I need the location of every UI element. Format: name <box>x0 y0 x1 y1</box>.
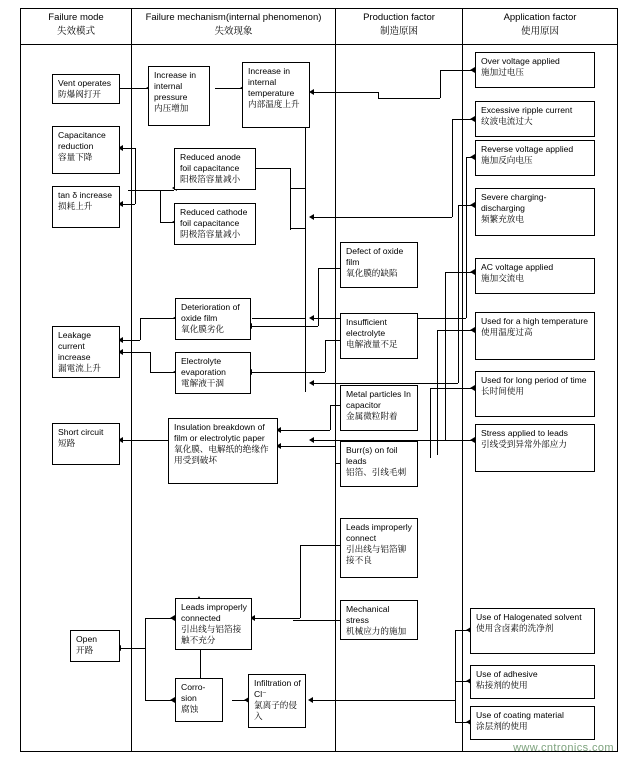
header-rule <box>20 44 618 45</box>
node-label-en: Burr(s) on foil leads <box>346 445 398 466</box>
arrow <box>309 315 314 321</box>
connector <box>145 618 146 648</box>
column-header-failure-mode <box>22 11 130 39</box>
node-deterioration-of-oxide-film[interactable] <box>175 298 251 340</box>
connector <box>290 188 305 189</box>
node-label-en: Reduced anode foil capacitance <box>180 152 241 173</box>
node-label-cn: 氧化膜的缺陷 <box>346 268 398 278</box>
node-label-cn: 开路 <box>76 645 94 655</box>
connector <box>140 318 141 340</box>
node-leads-improperly-connect[interactable] <box>340 518 418 578</box>
connector <box>290 168 291 189</box>
connector <box>311 92 378 93</box>
connector <box>452 119 453 217</box>
node-label-en: Vent operates <box>58 78 112 88</box>
node-label-en: Increase in internal temperature <box>248 66 295 98</box>
connector <box>252 372 305 373</box>
node-label-en: AC voltage applied <box>481 262 554 272</box>
node-label-cn: 引线受到异常外部应力 <box>481 439 567 449</box>
node-label-cn: 损耗上升 <box>58 201 93 211</box>
node-use-of-coating-material[interactable] <box>470 706 595 740</box>
node-vent-operates[interactable] <box>52 74 120 104</box>
node-label-cn: 引出线与铝箔接触不充分 <box>181 624 242 645</box>
node-label-cn: 引出线与铝箔铆接不良 <box>346 544 407 565</box>
node-label-cn: 纹波电流过大 <box>481 116 533 126</box>
node-label-cn: 长时间使用 <box>481 386 524 396</box>
connector <box>430 388 475 389</box>
connector <box>318 268 340 269</box>
node-open[interactable] <box>70 630 120 662</box>
node-label-en: Short circuit <box>58 427 104 437</box>
node-excessive-ripple-current[interactable] <box>475 101 595 137</box>
node-label-en: Used for a high temperature <box>481 316 589 326</box>
node-increase-internal-pressure[interactable] <box>148 66 210 126</box>
node-label-cn: 频繁充放电 <box>481 214 524 224</box>
node-mechanical-stress[interactable] <box>340 600 418 640</box>
node-label-cn: 氧化膜、电解纸的绝缘作用受到破坏 <box>174 444 269 465</box>
column-separator-2 <box>335 8 336 752</box>
connector <box>140 318 175 319</box>
arrow <box>309 437 314 443</box>
node-label-cn: 腐蚀 <box>181 704 199 714</box>
connector <box>255 168 290 169</box>
column-header-application-factor <box>464 11 616 39</box>
node-used-for-high-temperature[interactable] <box>475 312 595 360</box>
node-leads-improperly-connected[interactable] <box>175 598 252 650</box>
connector <box>120 440 168 441</box>
connector <box>440 70 441 98</box>
column-header-en: Production factor <box>363 12 435 23</box>
connector <box>466 157 467 318</box>
connector <box>445 272 446 440</box>
node-label-en: Over voltage applied <box>481 56 560 66</box>
arrow <box>308 697 313 703</box>
connector <box>160 190 161 222</box>
connector <box>118 648 145 649</box>
connector <box>318 268 319 326</box>
node-label-en: Leakage current increase <box>58 330 91 362</box>
connector <box>335 446 336 463</box>
connector <box>278 446 335 447</box>
node-label-en: Use of adhesive <box>476 669 538 679</box>
node-use-of-adhesive[interactable] <box>470 665 595 699</box>
node-label-cn: 容量下降 <box>58 152 93 162</box>
node-burr-on-foil-leads[interactable] <box>340 441 418 487</box>
node-reverse-voltage-applied[interactable] <box>475 140 595 176</box>
connector <box>311 217 452 218</box>
node-label-en: Metal particles In capacitor <box>346 389 411 410</box>
node-label-cn: 内压增加 <box>154 103 189 113</box>
node-label-en: Insufficient electrolyte <box>346 317 387 338</box>
connector <box>145 700 172 701</box>
connector <box>455 630 456 722</box>
node-label-en: Used for long period of time <box>481 375 587 385</box>
connector <box>252 618 300 619</box>
node-label-cn: 漏電流上升 <box>58 363 101 373</box>
connector <box>458 205 459 383</box>
node-label-en: Corro-sion <box>181 682 206 703</box>
node-label-en: Leads improperly connect <box>346 522 412 543</box>
node-short-circuit[interactable] <box>52 423 120 465</box>
column-header-production-factor <box>337 11 461 39</box>
node-electrolyte-evaporation[interactable] <box>175 352 251 394</box>
node-label-en: Reduced cathode foil capacitance <box>180 207 248 228</box>
node-label-cn: 氯离子的侵入 <box>254 700 297 721</box>
node-label-cn: 铝箔、引线毛刺 <box>346 467 407 477</box>
connector <box>330 405 340 406</box>
node-label-en: Use of Halogenated solvent <box>476 612 582 622</box>
arrow <box>309 380 314 386</box>
connector <box>120 352 150 353</box>
node-label-en: Electrolyte evaporation <box>181 356 226 377</box>
node-label-cn: 阳极箔容量减小 <box>180 174 241 184</box>
watermark: www.cntronics.com <box>513 742 614 754</box>
connector <box>300 545 301 618</box>
column-header-failure-mechanism <box>133 11 334 39</box>
connector <box>293 620 340 621</box>
node-label-cn: 電解液干涸 <box>181 378 224 388</box>
connector <box>425 440 475 441</box>
node-label-cn: 施加交流电 <box>481 273 524 283</box>
node-label-cn: 短路 <box>58 438 76 448</box>
connector <box>150 352 151 372</box>
connector <box>290 228 305 229</box>
node-stress-applied-to-leads[interactable] <box>475 424 595 472</box>
node-tan-delta-increase[interactable] <box>52 186 120 228</box>
column-header-cn: 制造原困 <box>379 25 418 37</box>
column-header-en: Application factor <box>503 12 577 23</box>
connector <box>300 545 340 546</box>
connector <box>250 326 318 327</box>
connector <box>120 340 140 341</box>
node-label-cn: 防爆阀打开 <box>58 89 101 99</box>
node-ac-voltage-applied[interactable] <box>475 258 595 294</box>
node-insufficient-electrolyte[interactable] <box>340 313 418 359</box>
node-label-en: Open <box>76 634 98 644</box>
connector <box>120 88 148 89</box>
node-label-en: Mechanical stress <box>346 604 390 625</box>
node-label-cn: 涂层剂的使用 <box>476 721 528 731</box>
node-label-en: Use of coating material <box>476 710 564 720</box>
column-separator-1 <box>131 8 132 752</box>
connector <box>330 405 331 430</box>
column-header-cn: 使用原因 <box>520 25 559 37</box>
node-label-cn: 使用含卤素的洗净剂 <box>476 623 554 633</box>
node-reduced-cathode-foil-capacitance[interactable] <box>174 203 256 245</box>
node-label-cn: 电解液量不足 <box>346 339 398 349</box>
connector <box>150 372 175 373</box>
connector <box>135 190 136 204</box>
node-used-for-long-period[interactable] <box>475 371 595 417</box>
node-label-cn: 粘接剂的使用 <box>476 680 528 690</box>
node-leakage-current-increase[interactable] <box>52 326 120 378</box>
node-capacitance-reduction[interactable] <box>52 126 120 174</box>
node-label-en: Defect of oxide film <box>346 246 404 267</box>
node-metal-particles[interactable] <box>340 385 418 431</box>
node-infiltration-of-cl[interactable] <box>248 674 306 728</box>
node-label-cn: 施加反向电压 <box>481 155 533 165</box>
node-label-en: tan δ increase <box>58 190 112 200</box>
connector <box>378 98 440 99</box>
node-over-voltage-applied[interactable] <box>475 52 595 88</box>
connector <box>135 148 136 190</box>
node-corrosion[interactable] <box>175 678 223 722</box>
connector <box>290 188 291 230</box>
connector <box>305 92 306 392</box>
column-header-cn: 失效现象 <box>214 25 253 37</box>
connector <box>215 88 242 89</box>
node-label-en: Insulation breakdown of film or electrolytic paper <box>174 422 265 443</box>
connector <box>278 430 330 431</box>
column-header-en: Failure mechanism(internal phenomenon) <box>145 12 322 23</box>
node-label-en: Increase in internal pressure <box>154 70 197 102</box>
connector <box>310 700 455 701</box>
column-header-cn: 失效模式 <box>56 25 95 37</box>
connector <box>437 330 438 455</box>
node-use-of-halogenated-solvent[interactable] <box>470 608 595 654</box>
connector <box>145 648 146 700</box>
connector <box>430 388 431 458</box>
node-insulation-breakdown[interactable] <box>168 418 278 484</box>
connector <box>378 92 379 98</box>
node-label-en: Severe charging-discharging <box>481 192 547 213</box>
connector <box>325 340 340 341</box>
connector <box>311 383 458 384</box>
column-header-en: Failure mode <box>48 12 104 23</box>
connector <box>455 700 456 701</box>
node-label-en: Infiltration of Cl⁻ <box>254 678 301 699</box>
node-label-cn: 氧化膜劣化 <box>181 324 224 334</box>
node-label-en: Stress applied to leads <box>481 428 568 438</box>
node-severe-charging-discharging[interactable] <box>475 188 595 236</box>
node-label-cn: 金属微粒附着 <box>346 411 398 421</box>
node-label-en: Excessive ripple current <box>481 105 573 115</box>
node-label-cn: 使用温度过高 <box>481 327 533 337</box>
connector <box>252 318 305 319</box>
node-label-cn: 阴极箔容量减小 <box>180 229 241 239</box>
node-defect-of-oxide-film[interactable] <box>340 242 418 288</box>
connector <box>325 340 326 372</box>
node-label-cn: 机械应力的施加 <box>346 626 407 636</box>
node-label-en: Reverse voltage applied <box>481 144 574 154</box>
node-label-en: Capacitance reduction <box>58 130 106 151</box>
node-reduced-anode-foil-capacitance[interactable] <box>174 148 256 190</box>
node-label-en: Deterioration of oxide film <box>181 302 240 323</box>
arrow <box>309 214 314 220</box>
node-label-en: Leads improperly connected <box>181 602 247 623</box>
node-increase-internal-temperature[interactable] <box>242 62 310 128</box>
node-label-cn: 施加过电压 <box>481 67 524 77</box>
node-label-cn: 内部温度上升 <box>248 99 300 109</box>
